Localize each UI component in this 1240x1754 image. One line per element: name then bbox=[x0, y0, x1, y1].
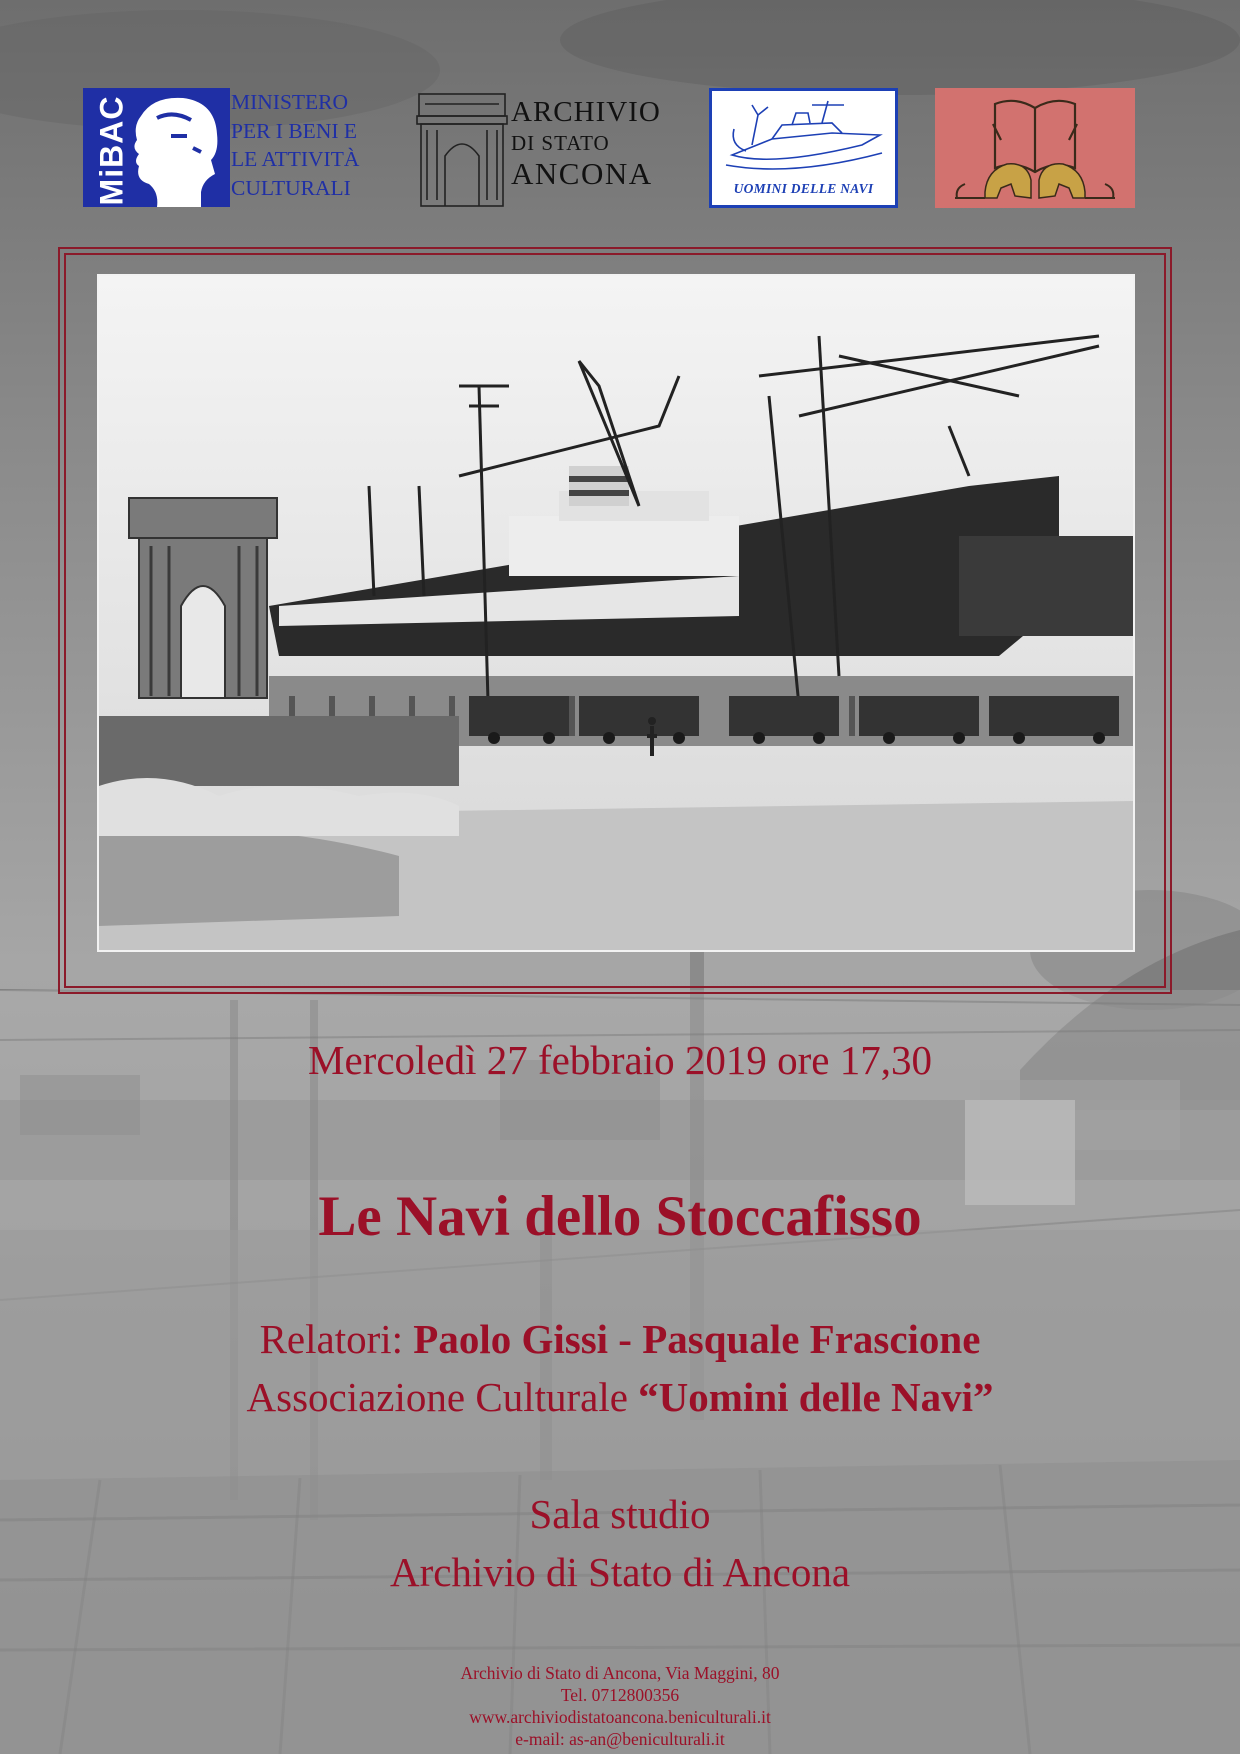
mibac-logo bbox=[83, 88, 381, 208]
uomini-caption: UOMINI DELLE NAVI bbox=[733, 181, 874, 196]
mibac-line: LE ATTIVITÀ bbox=[231, 147, 360, 171]
mibac-line: PER I BENI E bbox=[231, 118, 358, 143]
association-line bbox=[0, 1373, 1240, 1421]
footer-website[interactable]: www.archiviodistatoancona.beniculturali.it bbox=[469, 1707, 771, 1727]
historic-ship-photo bbox=[97, 274, 1135, 952]
open-book-lions-icon bbox=[935, 88, 1135, 208]
archivio-subtitle: DI STATO bbox=[511, 131, 610, 155]
footer-phone: Tel. 0712800356 bbox=[560, 1685, 680, 1705]
mibac-name bbox=[231, 88, 381, 202]
venue-institution: Archivio di Stato di Ancona bbox=[389, 1549, 851, 1595]
archivio-city: ANCONA bbox=[511, 156, 653, 191]
mibac-badge bbox=[83, 88, 230, 207]
speakers-label: Relatori: bbox=[259, 1316, 414, 1362]
uomini-delle-navi-logo bbox=[709, 88, 898, 208]
association-logo bbox=[935, 88, 1135, 208]
association-label: Associazione Culturale bbox=[246, 1374, 639, 1420]
mibac-line: CULTURALI bbox=[231, 175, 351, 200]
event-title: Le Navi dello Stoccafisso bbox=[318, 1185, 922, 1248]
event-date: Mercoledì 27 febbraio 2019 ore 17,30 bbox=[308, 1037, 932, 1083]
archivio-text bbox=[511, 96, 661, 192]
footer-email[interactable]: e-mail: as-an@beniculturali.it bbox=[515, 1729, 725, 1749]
mibac-badge-text: MiBAC bbox=[93, 95, 130, 206]
footer-address: Archivio di Stato di Ancona, Via Maggini, 80 bbox=[460, 1663, 780, 1683]
ship-drawing-icon bbox=[712, 95, 895, 183]
speakers-line bbox=[0, 1315, 1240, 1363]
arch-of-trajan-icon bbox=[415, 90, 510, 208]
speakers-names: Paolo Gissi - Pasquale Frascione bbox=[413, 1316, 981, 1362]
mibac-line: MINISTERO bbox=[231, 90, 349, 114]
archivio-title: ARCHIVIO bbox=[511, 96, 661, 128]
venue-room: Sala studio bbox=[529, 1491, 711, 1537]
archivio-logo bbox=[415, 88, 685, 208]
association-name: “Uomini delle Navi” bbox=[638, 1374, 994, 1420]
ship-and-arch-photo-image bbox=[99, 276, 1133, 950]
